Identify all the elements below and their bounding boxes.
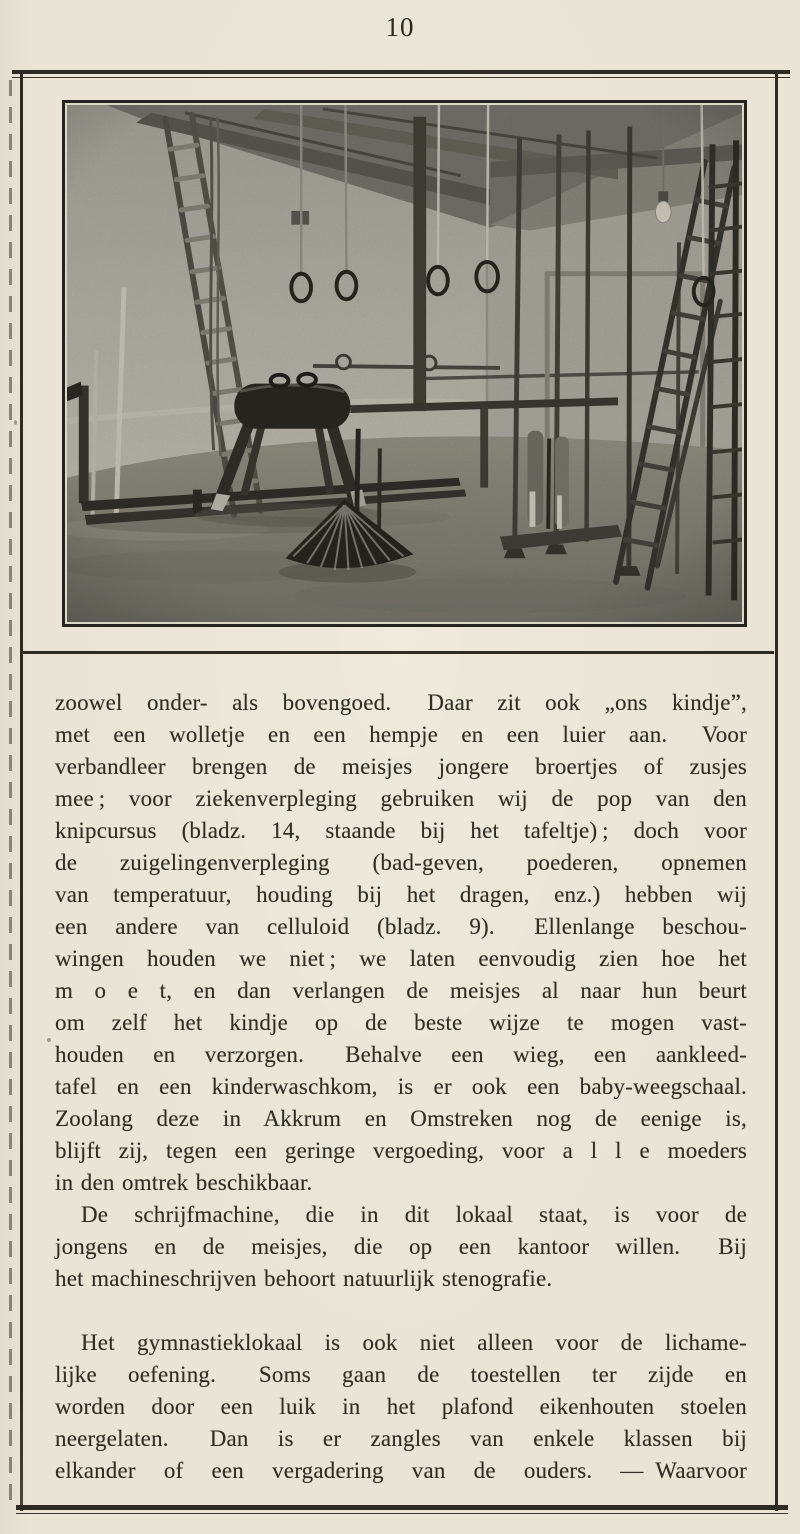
frame-rule-bottom <box>16 1505 788 1514</box>
text-line: houden en verzorgen. Behalve een wieg, een aankleed- <box>55 1042 747 1067</box>
scan-edge-artifact <box>9 80 12 1510</box>
text-line: knipcursus (bladz. 14, staande bij het tafeltje) ; doch voor <box>55 818 747 843</box>
text-line: het machineschrijven behoort natuurlijk stenografie. <box>55 1266 553 1291</box>
photo-grain <box>67 105 742 622</box>
text-line: Zoolang deze in Akkrum en Omstreken nog de eenige is, <box>55 1106 747 1131</box>
text-line: elkander of een vergadering van de ouders. — Waarvoor <box>55 1458 747 1483</box>
gym-photo-illustration <box>67 105 742 622</box>
paragraph <box>55 687 747 1199</box>
paper-speck <box>14 420 17 425</box>
frame-rule-right <box>775 74 778 1511</box>
text-line: mee ; voor ziekenverpleging gebruiken wij de pop van den <box>55 786 747 811</box>
frame-rule-middle <box>22 651 774 654</box>
text-line: m o e t, en dan verlangen de meisjes al naar hun beurt <box>55 978 747 1003</box>
body-text <box>55 687 747 1487</box>
text-line: in den omtrek beschikbaar. <box>55 1170 313 1195</box>
frame-rule-left <box>20 74 23 1511</box>
page-number: 10 <box>385 12 415 42</box>
text-line: verbandleer brengen de meisjes jongere broertjes of zusjes <box>55 754 747 779</box>
paper-speck <box>47 1038 51 1042</box>
text-line: een andere van celluloid (bladz. 9). Ellenlange beschou- <box>55 914 747 939</box>
text-line: om zelf het kindje op de beste wijze te mogen vast- <box>55 1010 747 1035</box>
text-line: tafel en een kinderwaschkom, is er ook een baby-weegschaal. <box>55 1074 747 1099</box>
text-line: Het gymnastieklokaal is ook niet alleen voor de lichame- <box>81 1330 747 1355</box>
text-line: lijke oefening. Soms gaan de toestellen ter zijde en <box>55 1362 747 1387</box>
paragraph <box>55 1327 747 1487</box>
text-line: blijft zij, tegen een geringe vergoeding, voor a l l e moeders <box>55 1138 747 1163</box>
text-line: met een wolletje en een hempje en een luier aan. Voor <box>55 722 747 747</box>
text-line: worden door een luik in het plafond eikenhouten stoelen <box>55 1394 747 1419</box>
text-line: de zuigelingenverpleging (bad-geven, poederen, opnemen <box>55 850 747 875</box>
text-line: zoowel onder- als bovengoed. Daar zit ook „ons kindje”, <box>55 690 747 715</box>
text-line: wingen houden we niet ; we laten eenvoudig zien hoe het <box>55 946 747 971</box>
paragraph <box>55 1199 747 1295</box>
frame-rule-top <box>12 70 790 78</box>
text-line: van temperatuur, houding bij het dragen, enz.) hebben wij <box>55 882 747 907</box>
text-line: jongens en de meisjes, die op een kantoor willen. Bij <box>55 1234 747 1259</box>
text-line: De schrijfmachine, die in dit lokaal staat, is voor de <box>81 1202 747 1227</box>
gym-photo <box>62 100 747 627</box>
text-line: neergelaten. Dan is er zangles van enkele klassen bij <box>55 1426 747 1451</box>
